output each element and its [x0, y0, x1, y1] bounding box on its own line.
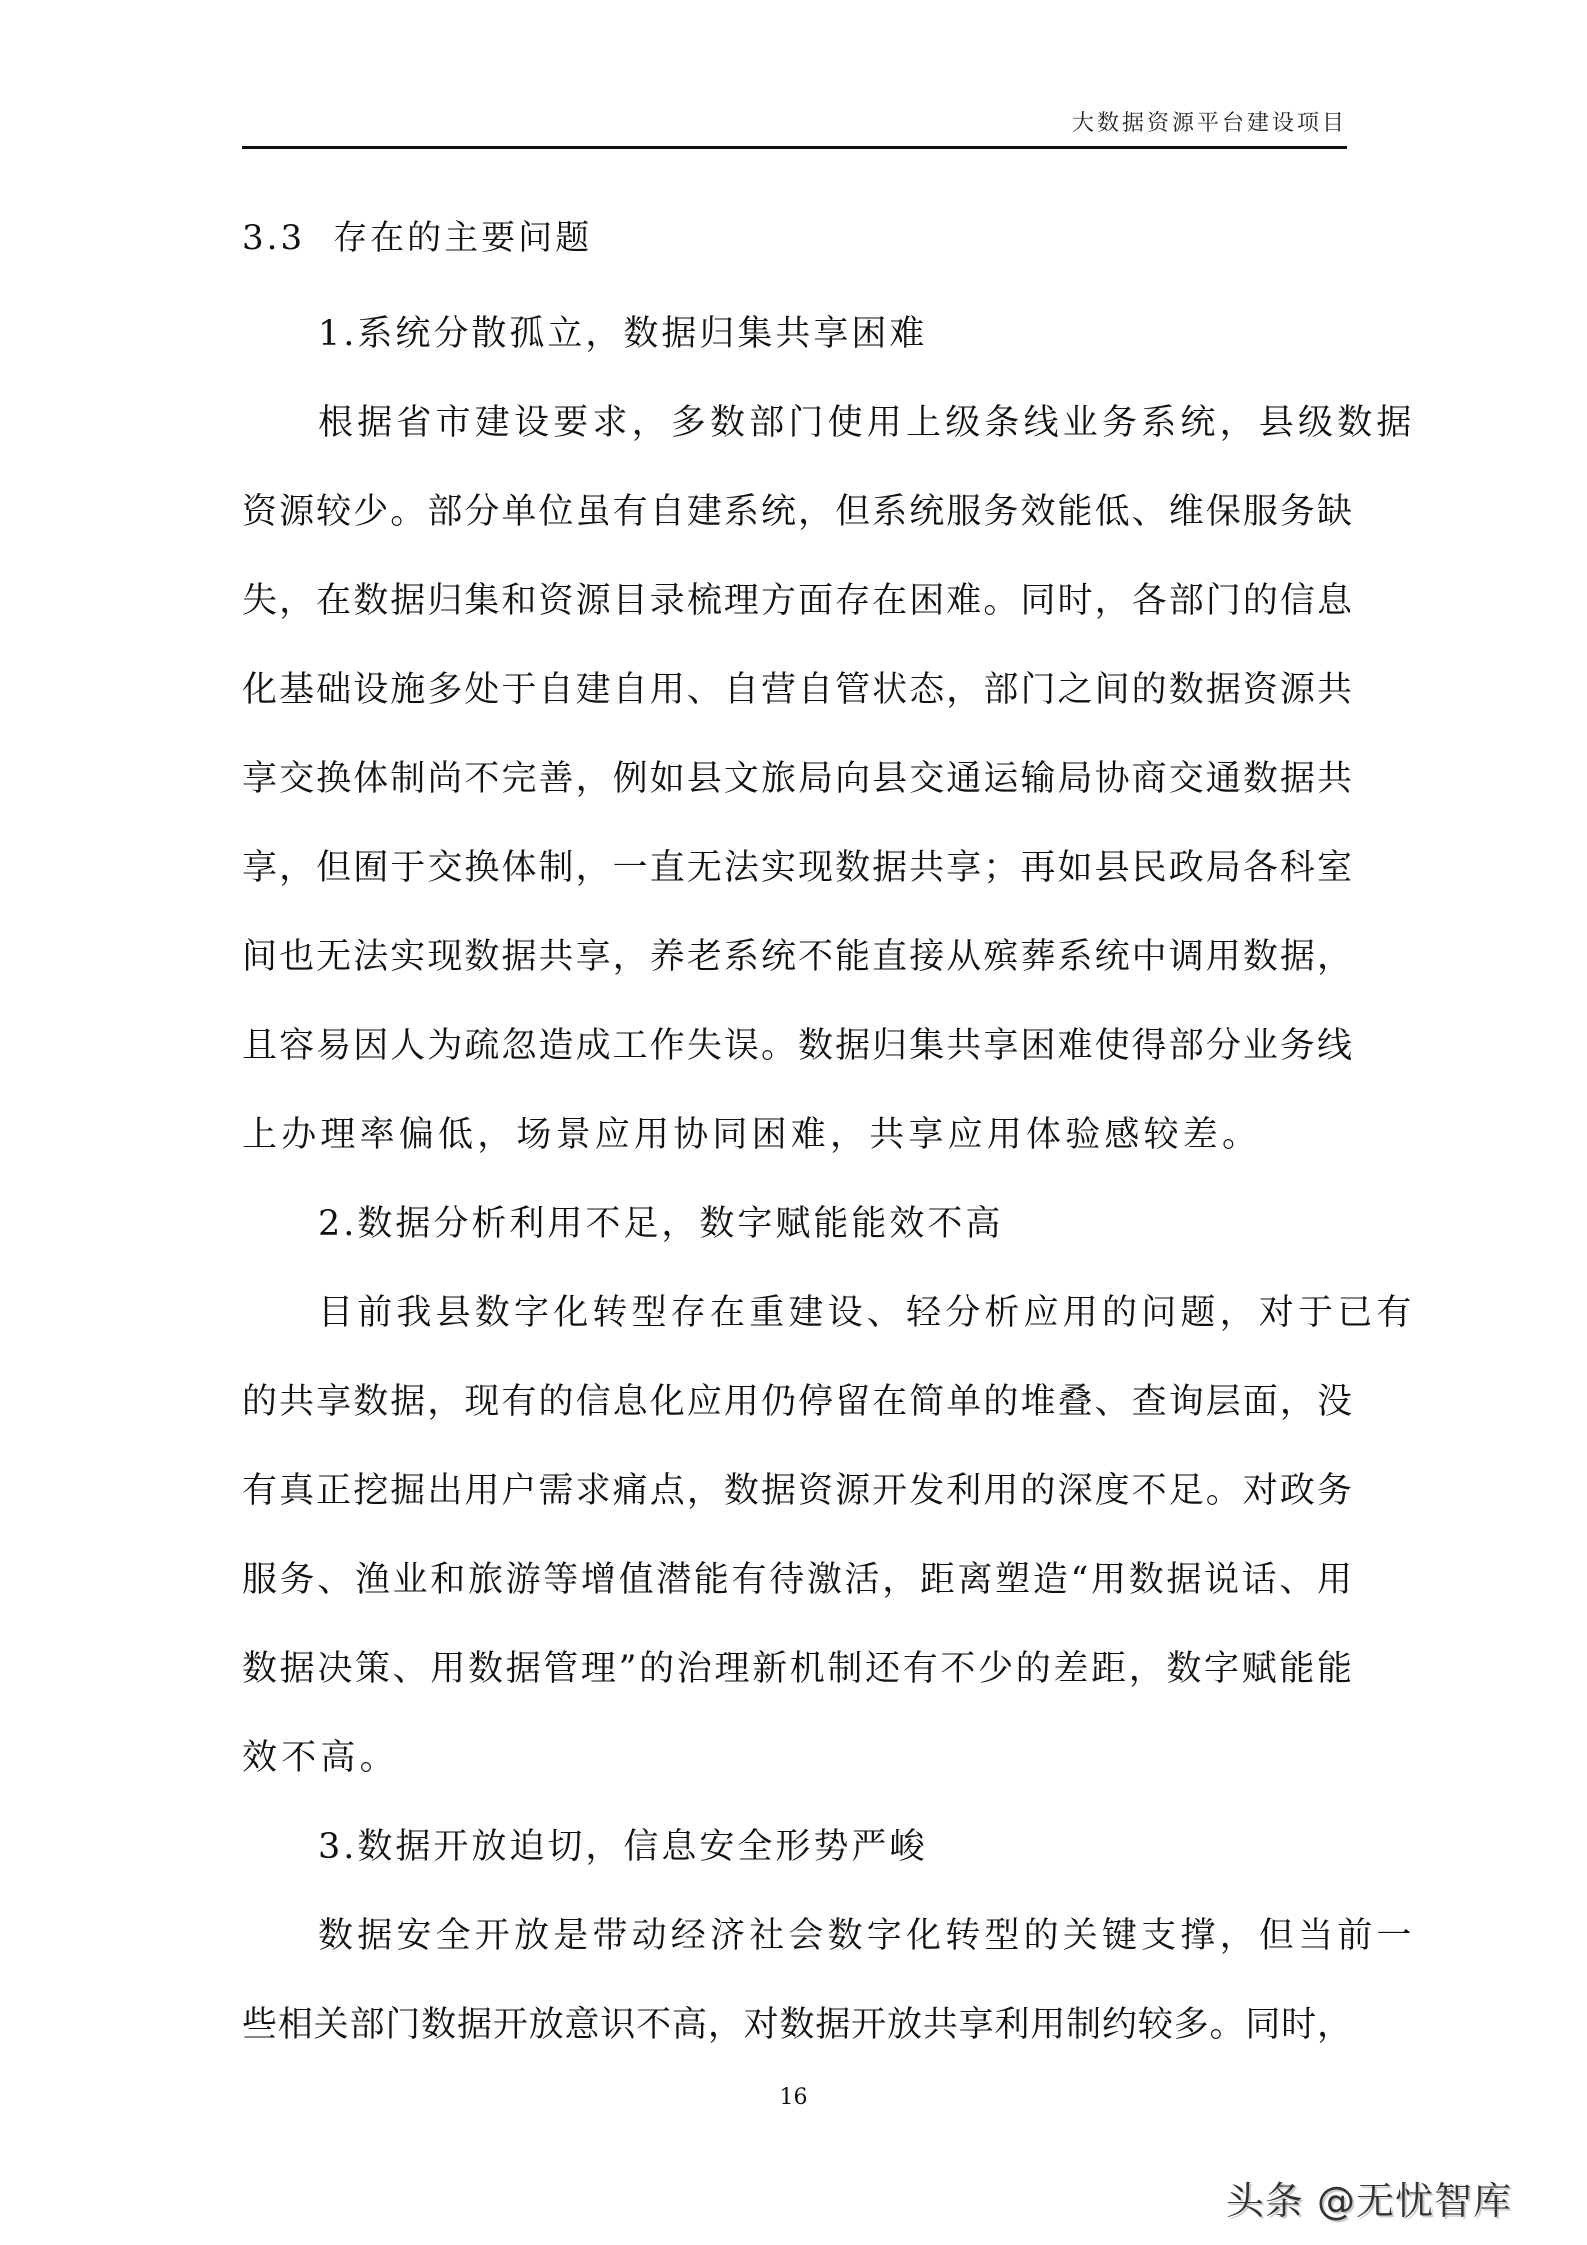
paragraph-line: 数据安全开放是带动经济社会数字化转型的关键支撑，但当前一	[318, 1916, 1416, 1956]
page-number: 16	[779, 2085, 808, 2110]
watermark: 头条 @无忧智库	[1225, 2179, 1512, 2223]
section-title: 存在的主要问题	[333, 218, 593, 258]
paragraph-line: 且容易因人为疏忽造成工作失误。数据归集共享困难使得部分业务线	[242, 1026, 1352, 1066]
section-number: 3.3	[242, 218, 306, 258]
paragraph-line: 上办理率偏低，场景应用协同困难，共享应用体验感较差。	[242, 1115, 1262, 1155]
paragraph-line: 失，在数据归集和资源目录梳理方面存在困难。同时，各部门的信息	[242, 581, 1352, 621]
paragraph-line: 化基础设施多处于自建自用、自营自管状态，部门之间的数据资源共	[242, 670, 1352, 710]
paragraph-line: 资源较少。部分单位虽有自建系统，但系统服务效能低、维保服务缺	[242, 492, 1352, 532]
paragraph-line: 根据省市建设要求，多数部门使用上级条线业务系统，县级数据	[318, 403, 1416, 443]
paragraph-line: 数据决策、用数据管理”的治理新机制还有不少的差距，数字赋能能	[242, 1649, 1352, 1689]
header-rule	[242, 146, 1347, 149]
paragraph-line: 些相关部门数据开放意识不高，对数据开放共享利用制约较多。同时，	[242, 2005, 1352, 2045]
subheading-2: 2.数据分析利用不足，数字赋能能效不高	[318, 1204, 1004, 1244]
body-text	[242, 290, 1416, 2070]
paragraph-line: 服务、渔业和旅游等增值潜能有待激活，距离塑造“用数据说话、用	[242, 1560, 1352, 1600]
paragraph-line: 享交换体制尚不完善，例如县文旅局向县交通运输局协商交通数据共	[242, 759, 1352, 799]
paragraph-line: 的共享数据，现有的信息化应用仍停留在简单的堆叠、查询层面，没	[242, 1382, 1352, 1422]
running-header: 大数据资源平台建设项目	[1071, 111, 1347, 136]
subheading-3: 3.数据开放迫切，信息安全形势严峻	[318, 1827, 928, 1867]
paragraph-line: 有真正挖掘出用户需求痛点，数据资源开发利用的深度不足。对政务	[242, 1471, 1352, 1511]
subheading-1: 1.系统分散孤立，数据归集共享困难	[318, 314, 928, 354]
paragraph-line: 效不高。	[242, 1738, 399, 1778]
section-heading	[242, 210, 592, 259]
paragraph-line: 享，但囿于交换体制，一直无法实现数据共享；再如县民政局各科室	[242, 848, 1352, 888]
paragraph-line: 间也无法实现数据共享，养老系统不能直接从殡葬系统中调用数据，	[242, 937, 1352, 977]
paragraph-line: 目前我县数字化转型存在重建设、轻分析应用的问题，对于已有	[318, 1293, 1416, 1333]
